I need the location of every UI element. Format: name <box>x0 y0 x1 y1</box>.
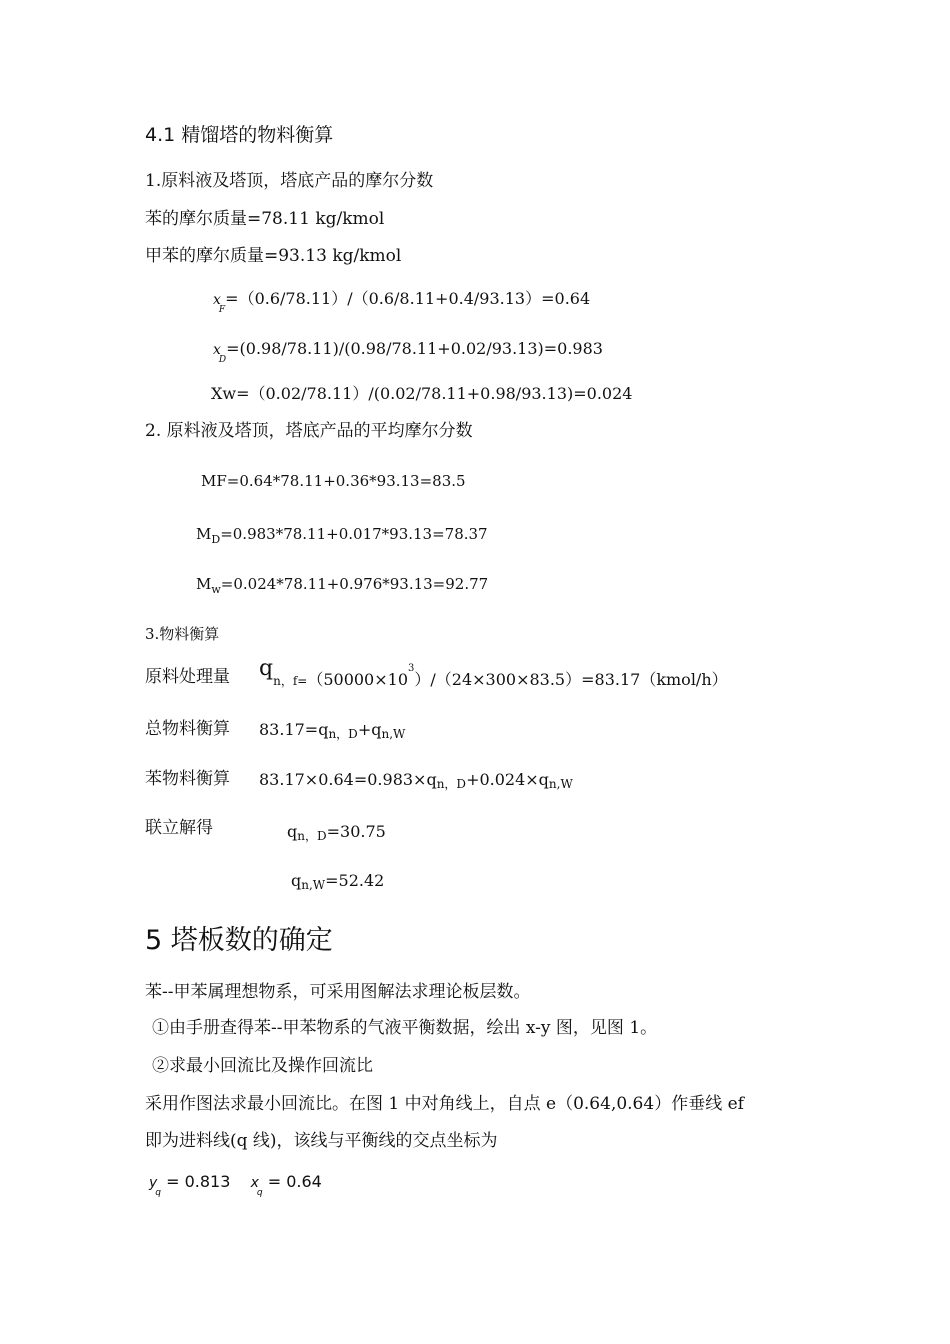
mf-sub: F <box>216 472 227 490</box>
section-4-1-title: 4.1 精馏塔的物料衡算 <box>145 124 334 146</box>
toluene-molar-mass: 甲苯的摩尔质量=93.13 kg/kmol <box>145 246 402 266</box>
benzene-molar-mass: 苯的摩尔质量=78.11 kg/kmol <box>145 209 385 229</box>
item-3-heading: 3.物料衡算 <box>145 625 220 643</box>
mf-expr: =0.64*78.11+0.36*93.13=83.5 <box>226 472 466 490</box>
total-a: 83.17=q <box>259 720 329 739</box>
item-1-heading: 1.原料液及塔顶，塔底产品的摩尔分数 <box>145 171 434 191</box>
feed-expr-1: （50000×10 <box>307 670 408 689</box>
total-sub-d: n，D <box>328 727 358 741</box>
solve-qw-sub: n,W <box>301 878 326 892</box>
feed-sup: 3 <box>408 662 415 674</box>
section-5-para-3: ②求最小回流比及操作回流比 <box>152 1056 373 1076</box>
section-5-title: 5 塔板数的确定 <box>145 925 333 956</box>
xw-equation: Xw=（0.02/78.11）/(0.02/78.11+0.98/93.13)=0.024 <box>211 384 633 403</box>
benzene-balance-equation <box>259 772 573 790</box>
solve-qw-val: =52.42 <box>325 871 385 890</box>
xd-expr: =(0.98/78.11)/(0.98/78.11+0.02/93.13)=0.983 <box>226 339 603 358</box>
total-sub-w: n,W <box>381 727 406 741</box>
xf-sub: F <box>218 305 226 315</box>
benz-sub-d: n，D <box>436 777 467 791</box>
md-sub: D <box>211 533 221 546</box>
solve-qd-sub: n，D <box>297 829 327 843</box>
xf-expr: =（0.6/78.11）/（0.6/8.11+0.4/93.13）=0.64 <box>225 289 591 308</box>
mf-m: M <box>201 472 217 490</box>
section-5-para-2: ①由手册查得苯--甲苯物系的气液平衡数据，绘出 x-y 图，见图 1。 <box>152 1018 658 1038</box>
xd-sub: D <box>218 355 227 365</box>
section-5-para-4: 采用作图法求最小回流比。在图 1 中对角线上，自点 e（0.64,0.64）作垂线 ef <box>145 1094 744 1114</box>
solve-qw <box>291 873 384 891</box>
section-5-para-1: 苯--甲苯属理想物系，可采用图解法求理论板层数。 <box>145 982 531 1002</box>
yq-xq-line <box>149 1172 322 1198</box>
solve-qd <box>287 824 386 842</box>
mw-expr: =0.024*78.11+0.976*93.13=92.77 <box>220 575 489 593</box>
benz-a: 83.17×0.64=0.983×q <box>259 770 437 789</box>
xq-val: = 0.64 <box>267 1172 322 1191</box>
yq-var: y <box>149 1175 158 1191</box>
benzene-balance-label: 苯物料衡算 <box>145 769 230 789</box>
item-2-heading: 2. 原料液及塔顶，塔底产品的平均摩尔分数 <box>145 421 473 441</box>
solve-label: 联立解得 <box>145 818 213 838</box>
yq-val: = 0.813 <box>166 1172 231 1191</box>
feed-q: q <box>259 656 274 681</box>
xd-equation <box>213 339 603 365</box>
benz-b: +0.024×q <box>466 770 549 789</box>
total-balance-label: 总物料衡算 <box>145 719 230 739</box>
solve-qd-q: q <box>287 822 298 841</box>
feed-label: 原料处理量 <box>145 667 230 687</box>
feed-expr-2: ）/（24×300×83.5）=83.17（kmol/h） <box>414 670 728 689</box>
xf-equation <box>213 289 591 315</box>
total-b: +q <box>357 720 382 739</box>
benz-sub-w: n,W <box>548 777 573 791</box>
md-expr: =0.983*78.11+0.017*93.13=78.37 <box>220 525 488 543</box>
md-m: M <box>196 525 212 543</box>
feed-q-sub: n，f= <box>273 674 308 688</box>
yq-sub: q <box>155 1188 162 1198</box>
mw-equation <box>196 577 488 595</box>
mf-equation <box>201 474 466 489</box>
mw-sub: w <box>211 583 221 596</box>
solve-qd-val: =30.75 <box>326 822 386 841</box>
xq-var: x <box>250 1175 259 1191</box>
xf-var: x <box>213 292 221 308</box>
section-5-para-5: 即为进料线(q 线)，该线与平衡线的交点坐标为 <box>145 1131 498 1151</box>
feed-equation <box>259 658 728 687</box>
xd-var: x <box>213 342 221 358</box>
md-equation <box>196 527 488 545</box>
xq-sub: q <box>256 1188 263 1198</box>
total-balance-equation <box>259 722 405 740</box>
mw-m: M <box>196 575 212 593</box>
solve-qw-q: q <box>291 871 302 890</box>
